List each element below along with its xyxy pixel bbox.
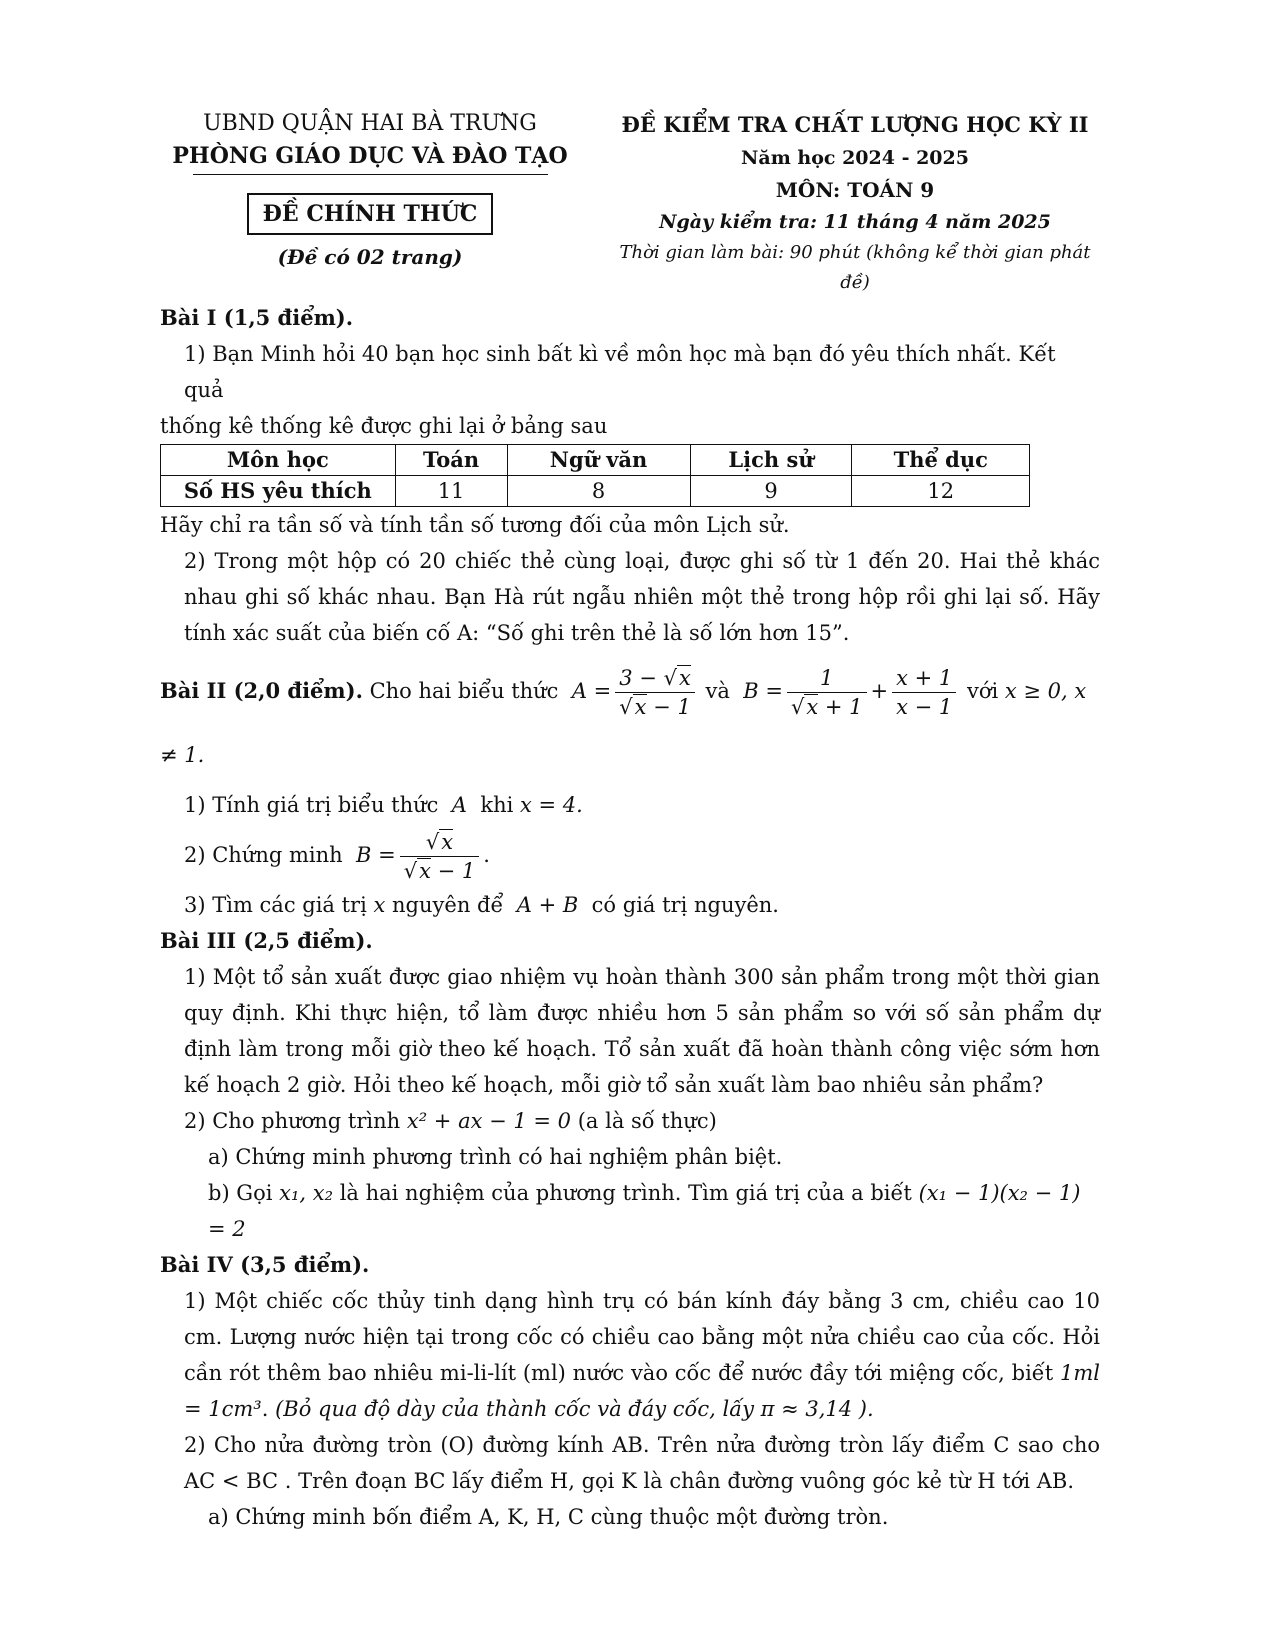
bai4-q1: 1) Một chiếc cốc thủy tinh dạng hình trụ có bán kính đáy bằng 3 cm, chiều cao 10 cm. Lượng nước hiện tại trong cốc có chiều cao bằng một nửa chiều cao của cốc. Hỏi cần rót thêm bao nhiêu mi-li-lít (ml) nước vào cốc để nước đầy tới miệng cốc, biết 1ml = 1cm³. (Bỏ qua độ dày của thành cốc và đáy cốc, lấy π ≈ 3,14 ). xyxy=(184,1289,1100,1421)
with-word: với xyxy=(966,679,999,703)
table-header-cell: Toán xyxy=(395,445,507,476)
table-cell: 12 xyxy=(852,476,1030,507)
bai2-q2-text: 2) Chứng minh xyxy=(184,843,343,867)
bai2-q1 xyxy=(160,787,1100,823)
bai2-q3-var: x xyxy=(373,893,386,917)
bai4-q1-text: 1) Một chiếc cốc thủy tinh dạng hình trụ có bán kính đáy bằng 3 cm, chiều cao 10 cm. Lượng nước hiện tại trong cốc có chiều cao bằng một nửa chiều cao của cốc. Hỏi cần rót thêm bao nhiêu mi-li-lít (ml) nước vào cốc để nước đầy tới miệng cốc, biết xyxy=(184,1289,1100,1385)
school-year: Năm học 2024 - 2025 xyxy=(741,147,969,169)
bai3-q2 xyxy=(160,1103,1100,1139)
bai2-q2-var: B = xyxy=(349,843,396,867)
official-label: ĐỀ CHÍNH THỨC xyxy=(247,193,494,235)
bai3-q2a: a) Chứng minh phương trình có hai nghiệm phân biệt. xyxy=(208,1145,783,1169)
exam-content xyxy=(160,300,1100,1535)
header-right xyxy=(605,108,1105,298)
bai3-q2b-mid: là hai nghiệm của phương trình. Tìm giá trị của a biết xyxy=(339,1181,912,1205)
table-header-cell: Lịch sử xyxy=(690,445,852,476)
bai2-q1-text: 1) Tính giá trị biểu thức xyxy=(184,793,439,817)
bai2-q3-rest: nguyên để xyxy=(392,893,504,917)
exam-title: ĐỀ KIỂM TRA CHẤT LƯỢNG HỌC KỲ II xyxy=(621,112,1089,137)
bai3-q2b-vars: x₁, x₂ xyxy=(279,1181,334,1205)
bai4-q1-note: (Bỏ qua độ dày của thành cốc và đáy cốc, lấy π ≈ 3,14 ). xyxy=(275,1397,874,1421)
expr-b-frac2: $\frac{x + 1}{x - 1}$ xyxy=(892,664,956,721)
bai3-title: Bài III (2,5 điểm). xyxy=(160,928,373,953)
bai2-q3-text: 3) Tìm các giá trị xyxy=(184,893,367,917)
bai2-q3 xyxy=(160,887,1100,923)
subject: MÔN: TOÁN 9 xyxy=(775,178,935,202)
and-word: và xyxy=(705,679,730,703)
bai2-q1-val: x = 4. xyxy=(520,793,583,817)
bai3-q2b-eq: (x₁ − 1)(x₂ − 1) = 2 xyxy=(208,1181,1081,1241)
pages-note: (Đề có 02 trang) xyxy=(277,245,463,269)
bai2-q1-when: khi xyxy=(480,793,514,817)
bai3-q2b xyxy=(160,1175,1100,1247)
bai3-q2b-pre: b) Gọi xyxy=(208,1181,273,1205)
org-line1: UBND QUẬN HAI BÀ TRƯNG xyxy=(203,111,537,136)
expr-b-name: B = xyxy=(736,679,783,703)
bai2-q2: 2) Chứng minh B = $\frac{√x}{√x - 1}$ . xyxy=(184,830,490,883)
bai3-q2-text: 2) Cho phương trình xyxy=(184,1109,401,1133)
bai2-intro-line: Bài II (2,0 điểm). Cho hai biểu thức A = $\frac{3 - √x}{√x - 1}$ và B = $\frac{1}{√x + 1}$ + $\frac{x + 1}{x - 1}$ với x ≥ 0, x ≠ 1. xyxy=(160,666,1087,767)
bai4-q2: 2) Cho nửa đường tròn (O) đường kính AB. Trên nửa đường tròn lấy điểm C sao cho AC < BC . Trên đoạn BC lấy điểm H, gọi K là chân đường vuông góc kẻ từ H tới AB. xyxy=(184,1433,1100,1493)
bai1-q1-line1: 1) Bạn Minh hỏi 40 bạn học sinh bất kì về môn học mà bạn đó yêu thích nhất. Kết quả xyxy=(184,342,1056,402)
table-cell: 9 xyxy=(690,476,852,507)
table-header-cell: Môn học xyxy=(161,445,396,476)
expr-a-name: A = xyxy=(565,679,612,703)
bai2-q1-var: A xyxy=(445,793,474,817)
bai2-condition: x ≥ 0, x ≠ 1. xyxy=(160,679,1087,767)
bai2-q3-expr: A + B xyxy=(510,893,585,917)
bai2-q3-end: có giá trị nguyên. xyxy=(591,893,779,917)
bai1-q1-after: Hãy chỉ ra tần số và tính tần số tương đối của môn Lịch sử. xyxy=(160,513,790,537)
header-rule xyxy=(193,174,548,175)
table-cell: 11 xyxy=(395,476,507,507)
bai4-q1-unit: 1ml = 1cm³ xyxy=(184,1361,1100,1421)
header-left xyxy=(160,108,580,269)
table-header-cell: Thể dục xyxy=(852,445,1030,476)
bai1-q2: 2) Trong một hộp có 20 chiếc thẻ cùng loại, được ghi số từ 1 đến 20. Hai thẻ khác nhau ghi số khác nhau. Bạn Hà rút ngẫu nhiên một thẻ trong hộp rồi ghi lại số. Hãy tính xác suất của biến cố A: “Số ghi trên thẻ là số lớn hơn 15”. xyxy=(184,549,1100,645)
duration: Thời gian làm bài: 90 phút (không kể thời gian phát đề) xyxy=(619,242,1091,293)
table-header-cell: Ngữ văn xyxy=(507,445,690,476)
table-cell: Số HS yêu thích xyxy=(161,476,396,507)
bai3-q2-eq: x² + ax − 1 = 0 xyxy=(406,1109,572,1133)
table-header-row xyxy=(161,445,1030,476)
table-cell: 8 xyxy=(507,476,690,507)
bai2-q2-fraction: $\frac{√x}{√x - 1}$ xyxy=(400,828,480,885)
expr-b-frac1: $\frac{1}{√x + 1}$ xyxy=(787,664,867,721)
bai4-title: Bài IV (3,5 điểm). xyxy=(160,1252,370,1277)
table-row xyxy=(161,476,1030,507)
bai3-q1: 1) Một tổ sản xuất được giao nhiệm vụ hoàn thành 300 sản phẩm trong một thời gian quy định. Khi thực hiện, tổ làm được nhiều hơn 5 sản phẩm so với số sản phẩm dự định làm trong mỗi giờ theo kế hoạch. Tổ sản xuất đã hoàn thành công việc sớm hơn kế hoạch 2 giờ. Hỏi theo kế hoạch, mỗi giờ tổ sản xuất làm bao nhiêu sản phẩm? xyxy=(184,965,1100,1097)
bai2-intro: Cho hai biểu thức xyxy=(369,679,559,703)
bai1-q1-line2: thống kê thống kê được ghi lại ở bảng sau xyxy=(160,414,608,438)
bai3-q2-note: (a là số thực) xyxy=(577,1109,717,1133)
bai1-title: Bài I (1,5 điểm). xyxy=(160,305,354,330)
frequency-table xyxy=(160,444,1030,507)
org-line2: PHÒNG GIÁO DỤC VÀ ĐÀO TẠO xyxy=(172,143,568,169)
exam-date: Ngày kiểm tra: 11 tháng 4 năm 2025 xyxy=(659,211,1051,233)
bai2-title: Bài II (2,0 điểm). xyxy=(160,678,363,703)
expr-a-fraction: $\frac{3 - √x}{√x - 1}$ xyxy=(615,664,695,721)
bai4-q2a: a) Chứng minh bốn điểm A, K, H, C cùng thuộc một đường tròn. xyxy=(208,1505,889,1529)
